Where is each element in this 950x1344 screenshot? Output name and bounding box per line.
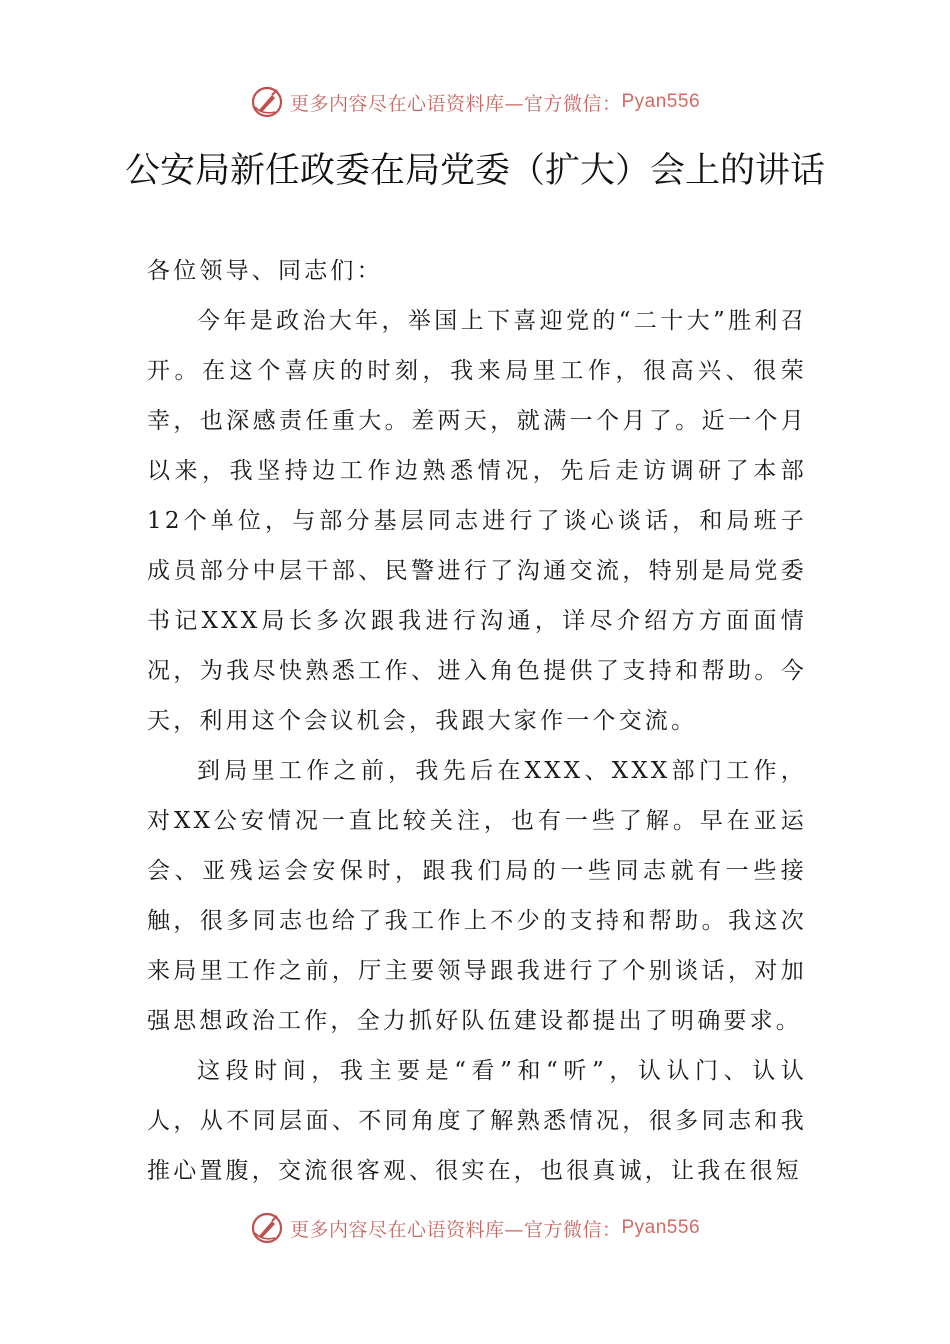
banner-text: 更多内容尽在心语资料库—官方微信： — [289, 92, 622, 115]
document-title: 公安局新任政委在局党委（扩大）会上的讲话 — [124, 151, 825, 191]
pen-logo-icon — [250, 85, 284, 119]
paragraph: 这段时间，我主要是“看”和“听”，认认门、认认人，从不同层面、不同角度了解熟悉情况，很多同志和我推心置腹，交流很客观、很实在，也很真诚，让我在很短 — [147, 1058, 807, 1184]
banner-text: 更多内容尽在心语资料库—官方微信： — [289, 1218, 622, 1241]
watermark-banner-bottom — [0, 1208, 950, 1248]
document-body — [147, 246, 807, 1196]
salutation: 各位领导、同志们： — [147, 258, 383, 284]
banner-wechat-handle: Pyan556 — [621, 1217, 701, 1238]
pen-logo-icon — [250, 1211, 284, 1245]
paragraph: 到局里工作之前，我先后在XXX、XXX部门工作，对XX公安情况一直比较关注，也有一些了解。早在亚运会、亚残运会安保时，跟我们局的一些同志就有一些接触，很多同志也给了我工作上不少的支持和帮助。我这次来局里工作之前，厅主要领导跟我进行了个别谈话，对加强思想政治工作，全力抓好队伍建设都提出了明确要求。 — [147, 758, 807, 1034]
paragraph: 今年是政治大年，举国上下喜迎党的“二十大”胜利召开。在这个喜庆的时刻，我来局里工作，很高兴、很荣幸，也深感责任重大。差两天，就满一个月了。近一个月以来，我坚持边工作边熟悉情况，先后走访调研了本部12个单位，与部分基层同志进行了谈心谈话，和局班子成员部分中层干部、民警进行了沟通交流，特别是局党委书记XXX局长多次跟我进行沟通，详尽介绍方方面面情况，为我尽快熟悉工作、进入角色提供了支持和帮助。今天，利用这个会议机会，我跟大家作一个交流。 — [147, 308, 807, 734]
watermark-banner-top — [0, 82, 950, 122]
banner-wechat-handle: Pyan556 — [621, 91, 701, 112]
